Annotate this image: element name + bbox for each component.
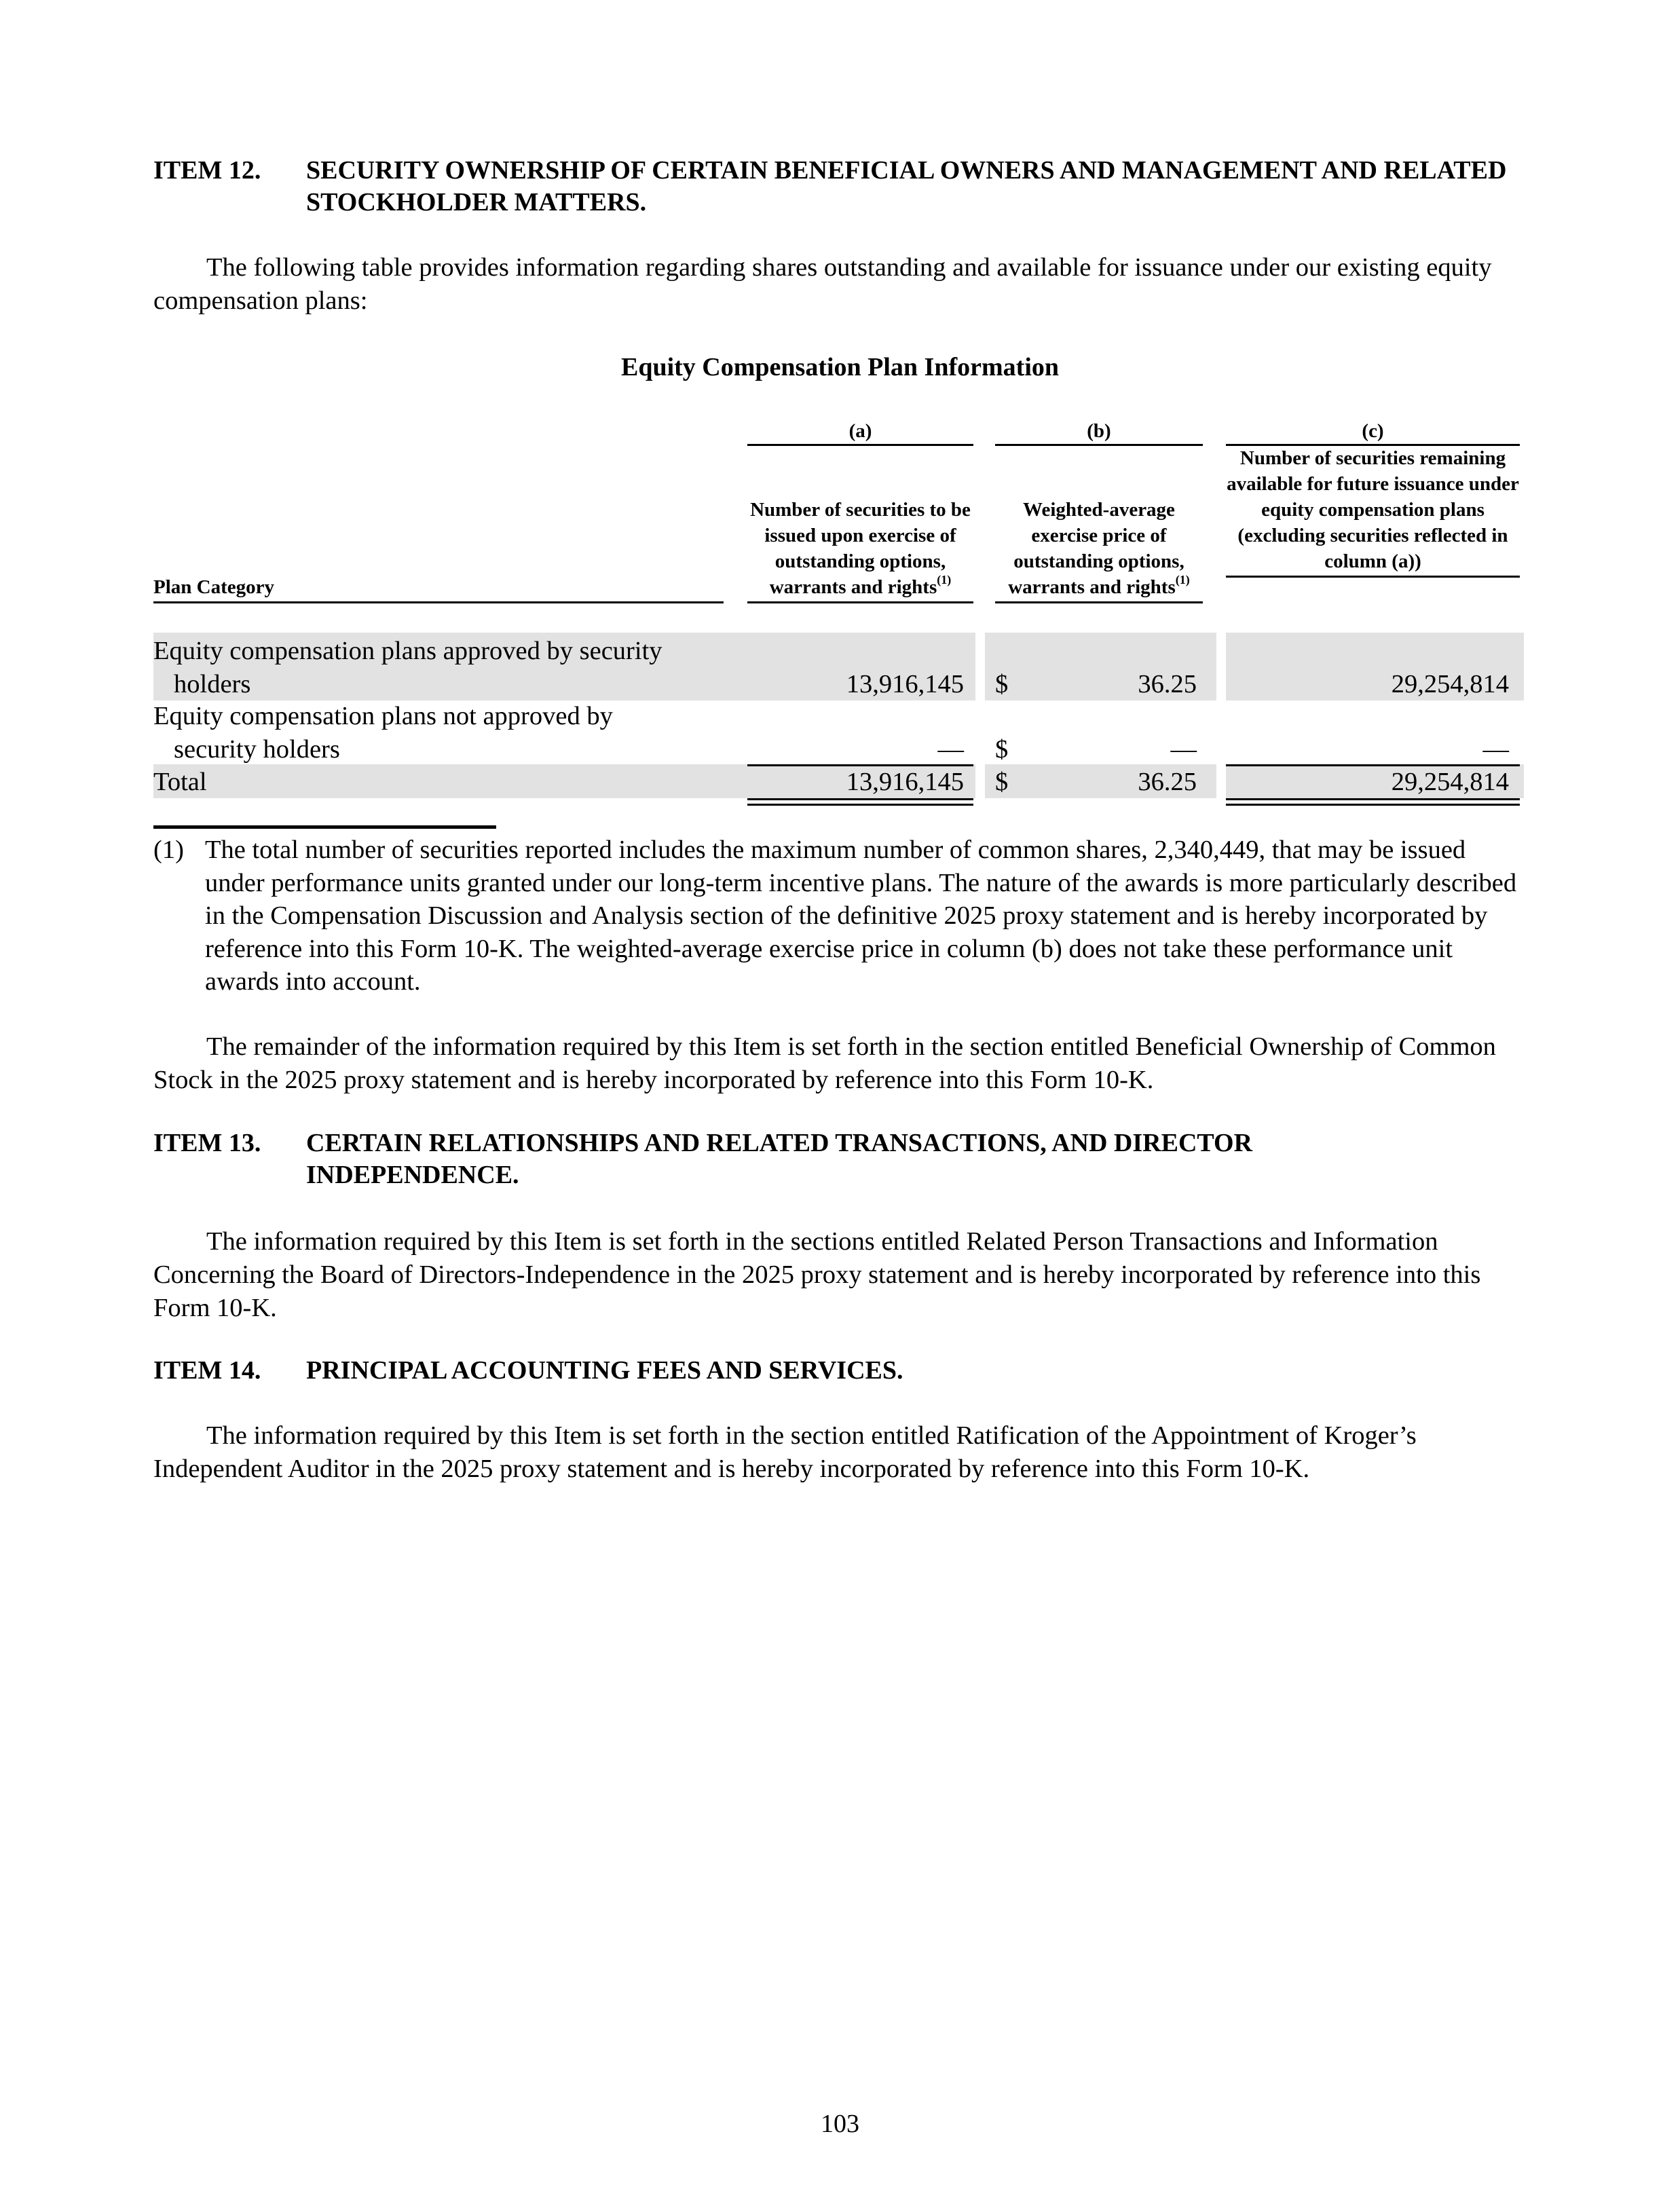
page-number: 103 bbox=[821, 2110, 859, 2138]
total-dollar: $ bbox=[995, 768, 1009, 796]
item-13-paragraph: The information required by this Item is set forth in the sections entitled Related Person Transactions and Information Concerning the Board of Directors-Independence in the 2025 proxy statement and is hereby incorporated by reference into this Form 10-K. bbox=[153, 1227, 1481, 1322]
column-header-b-text: Weighted-average exercise price of outstanding options, warrants and rights bbox=[1008, 499, 1184, 598]
remainder-paragraph: The remainder of the information required by this Item is set forth in the section entitled Beneficial Ownership of Common Stock in the 2025 proxy statement and is hereby incorporated by reference into this Form 10-K. bbox=[153, 1032, 1496, 1094]
row-3-gap-b bbox=[1216, 764, 1226, 798]
item-12-title: SECURITY OWNERSHIP OF CERTAIN BENEFICIAL OWNERS AND MANAGEMENT AND RELATED STOCKHOLDER MATTERS. bbox=[306, 156, 1507, 217]
row-1-dollar: $ bbox=[995, 670, 1009, 698]
item-13-title: CERTAIN RELATIONSHIPS AND RELATED TRANSACTIONS, AND DIRECTOR INDEPENDENCE. bbox=[306, 1129, 1253, 1189]
total-double-rule-c bbox=[1226, 798, 1520, 806]
column-header-c: Number of securities remaining available for future issuance under equity compensation plans (excluding securities reflected in column (a)) bbox=[1226, 445, 1520, 578]
total-double-rule-a bbox=[747, 798, 973, 806]
item-13-heading bbox=[153, 1127, 1538, 1191]
column-header-a-text: Number of securities to be issued upon exercise of outstanding options, warrants and rights bbox=[750, 499, 971, 598]
footnote-separator bbox=[153, 825, 496, 829]
footnote-1 bbox=[153, 834, 1520, 998]
table-row-2-label bbox=[153, 700, 737, 766]
footnote-ref-a: (1) bbox=[937, 573, 952, 586]
column-header-b bbox=[995, 497, 1203, 603]
row-1-gap-b bbox=[1216, 633, 1226, 700]
item-12-number: ITEM 12. bbox=[153, 156, 261, 185]
footnote-ref-b: (1) bbox=[1175, 573, 1190, 586]
total-value-c: 29,254,814 bbox=[1391, 768, 1509, 796]
row-1-gap-a bbox=[975, 633, 985, 700]
table-row-total-label: Total bbox=[153, 768, 207, 796]
row-1-label-line2: holders bbox=[174, 670, 251, 698]
column-letter-b: (b) bbox=[995, 419, 1203, 446]
item-14-number: ITEM 14. bbox=[153, 1356, 261, 1385]
item-12-heading bbox=[153, 155, 1538, 219]
row-2-dollar: $ bbox=[995, 735, 1009, 764]
row-2-label-line1: Equity compensation plans not approved by bbox=[153, 702, 613, 730]
row-2-value-b: — bbox=[1170, 735, 1197, 764]
row-1-value-c: 29,254,814 bbox=[1391, 670, 1509, 698]
item-13-number: ITEM 13. bbox=[153, 1129, 261, 1157]
plan-category-header: Plan Category bbox=[153, 574, 724, 603]
row-1-value-b: 36.25 bbox=[1138, 670, 1197, 698]
row-2-value-c: — bbox=[1482, 735, 1509, 764]
table-row-1-label bbox=[153, 635, 737, 701]
row-2-value-a: — bbox=[937, 735, 964, 764]
item-14-title: PRINCIPAL ACCOUNTING FEES AND SERVICES. bbox=[306, 1356, 903, 1385]
row-1-value-a: 13,916,145 bbox=[846, 670, 964, 698]
intro-paragraph: The following table provides information regarding shares outstanding and available for issuance under our existing equity compensation plans: bbox=[153, 253, 1492, 315]
total-value-b: 36.25 bbox=[1138, 768, 1197, 796]
total-value-a: 13,916,145 bbox=[846, 768, 964, 796]
item-14-heading bbox=[153, 1355, 1538, 1387]
footnote-marker: (1) bbox=[153, 836, 184, 864]
row-1-label-line1: Equity compensation plans approved by security bbox=[153, 637, 662, 665]
row-3-gap-a bbox=[975, 764, 985, 798]
column-letter-a: (a) bbox=[747, 419, 973, 446]
column-header-a bbox=[747, 497, 973, 603]
footnote-text: The total number of securities reported includes the maximum number of common shares, 2,340,449, that may be issued under performance units granted under our long-term incentive plans. The nature of the awards is more particularly described in the Compensation Discussion and Analysis section of the definitive 2025 proxy statement and is hereby incorporated by reference into this Form 10-K. The weighted-average exercise price in column (b) does not take these performance unit awards into account. bbox=[205, 836, 1517, 996]
table-title: Equity Compensation Plan Information bbox=[620, 353, 1060, 381]
item-14-paragraph: The information required by this Item is set forth in the section entitled Ratification of the Appointment of Kroger’s Independent Auditor in the 2025 proxy statement and is hereby incorporated by reference into this Form 10-K. bbox=[153, 1421, 1417, 1483]
column-letter-c: (c) bbox=[1226, 419, 1520, 446]
row-2-label-line2: security holders bbox=[174, 735, 340, 764]
